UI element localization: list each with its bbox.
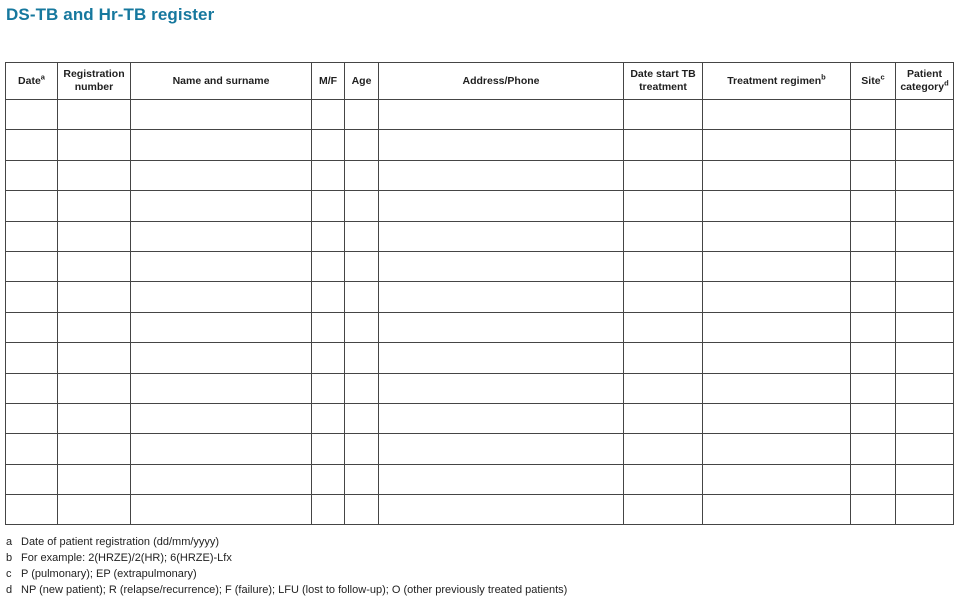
table-cell bbox=[58, 221, 131, 251]
table-cell bbox=[624, 403, 703, 433]
table-cell bbox=[624, 343, 703, 373]
table-cell bbox=[624, 221, 703, 251]
header-row bbox=[6, 63, 954, 100]
table-cell bbox=[312, 221, 345, 251]
table-cell bbox=[624, 130, 703, 160]
table-cell bbox=[624, 282, 703, 312]
table-cell bbox=[312, 495, 345, 525]
table-cell bbox=[345, 343, 379, 373]
table-cell bbox=[896, 100, 954, 130]
column-header-label: Address/Phone bbox=[462, 74, 540, 87]
table-cell bbox=[379, 221, 624, 251]
table-cell bbox=[6, 191, 58, 221]
table-cell bbox=[379, 464, 624, 494]
table-cell bbox=[379, 130, 624, 160]
table-cell bbox=[851, 160, 896, 190]
table-cell bbox=[379, 100, 624, 130]
table-cell bbox=[851, 282, 896, 312]
table-cell bbox=[624, 464, 703, 494]
table-cell bbox=[851, 312, 896, 342]
column-header-address-phone bbox=[379, 63, 624, 100]
table-row bbox=[6, 251, 954, 281]
table-cell bbox=[6, 221, 58, 251]
table-cell bbox=[312, 464, 345, 494]
table-cell bbox=[379, 160, 624, 190]
table-cell bbox=[131, 403, 312, 433]
footnote-text: NP (new patient); R (relapse/recurrence); F (failure); LFU (lost to follow-up); O (other previously treated patients) bbox=[21, 584, 568, 596]
table-row bbox=[6, 130, 954, 160]
table-cell bbox=[703, 282, 851, 312]
table-cell bbox=[896, 191, 954, 221]
table-row bbox=[6, 100, 954, 130]
table-row bbox=[6, 434, 954, 464]
table-cell bbox=[6, 251, 58, 281]
table-cell bbox=[703, 464, 851, 494]
table-cell bbox=[379, 373, 624, 403]
table-cell bbox=[312, 373, 345, 403]
table-cell bbox=[58, 251, 131, 281]
table-cell bbox=[703, 434, 851, 464]
table-cell bbox=[379, 191, 624, 221]
table-cell bbox=[131, 373, 312, 403]
footnote-ref: c bbox=[880, 72, 885, 82]
table-cell bbox=[312, 403, 345, 433]
table-cell bbox=[131, 495, 312, 525]
table-cell bbox=[624, 191, 703, 221]
footnote-text: For example: 2(HRZE)/2(HR); 6(HRZE)-Lfx bbox=[21, 552, 232, 564]
column-header-registration-number bbox=[58, 63, 131, 100]
table-cell bbox=[58, 373, 131, 403]
table-cell bbox=[345, 130, 379, 160]
table-cell bbox=[131, 130, 312, 160]
table-cell bbox=[379, 343, 624, 373]
table-cell bbox=[703, 251, 851, 281]
table-cell bbox=[896, 251, 954, 281]
table-cell bbox=[703, 191, 851, 221]
table-cell bbox=[312, 434, 345, 464]
table-cell bbox=[379, 434, 624, 464]
table-cell bbox=[131, 434, 312, 464]
table-cell bbox=[624, 251, 703, 281]
footnote-text: Date of patient registration (dd/mm/yyyy) bbox=[21, 536, 220, 548]
table-cell bbox=[379, 495, 624, 525]
table-cell bbox=[851, 251, 896, 281]
table-row bbox=[6, 343, 954, 373]
register-table-body bbox=[6, 100, 954, 525]
table-cell bbox=[58, 100, 131, 130]
table-cell bbox=[58, 495, 131, 525]
table-cell bbox=[896, 343, 954, 373]
table-cell bbox=[379, 251, 624, 281]
table-cell bbox=[131, 282, 312, 312]
table-cell bbox=[58, 312, 131, 342]
table-cell bbox=[312, 100, 345, 130]
table-row bbox=[6, 495, 954, 525]
table-cell bbox=[896, 130, 954, 160]
table-cell bbox=[703, 403, 851, 433]
column-header-label: Date bbox=[18, 74, 41, 87]
table-cell bbox=[624, 160, 703, 190]
footnote-d bbox=[6, 582, 567, 598]
table-cell bbox=[131, 100, 312, 130]
table-cell bbox=[851, 434, 896, 464]
column-header-patient-category bbox=[896, 63, 954, 100]
table-cell bbox=[131, 343, 312, 373]
column-header-site bbox=[851, 63, 896, 100]
table-cell bbox=[703, 100, 851, 130]
table-cell bbox=[6, 434, 58, 464]
column-header-date-start-treatment bbox=[624, 63, 703, 100]
table-cell bbox=[58, 343, 131, 373]
column-header-label: Date start TB treatment bbox=[630, 68, 696, 93]
table-cell bbox=[345, 434, 379, 464]
table-cell bbox=[312, 130, 345, 160]
table-cell bbox=[345, 282, 379, 312]
table-cell bbox=[58, 403, 131, 433]
footnote-marker: d bbox=[6, 584, 13, 596]
table-row bbox=[6, 464, 954, 494]
table-cell bbox=[131, 191, 312, 221]
table-row bbox=[6, 312, 954, 342]
footnote-ref: a bbox=[40, 72, 45, 82]
footnote-marker: c bbox=[6, 568, 12, 580]
table-row bbox=[6, 373, 954, 403]
table-row bbox=[6, 403, 954, 433]
table-cell bbox=[6, 403, 58, 433]
table-cell bbox=[896, 403, 954, 433]
table-cell bbox=[703, 130, 851, 160]
table-cell bbox=[6, 495, 58, 525]
table-cell bbox=[624, 373, 703, 403]
table-cell bbox=[345, 251, 379, 281]
table-cell bbox=[703, 221, 851, 251]
table-cell bbox=[896, 221, 954, 251]
table-cell bbox=[58, 160, 131, 190]
table-cell bbox=[896, 373, 954, 403]
table-cell bbox=[851, 464, 896, 494]
column-header-treatment-regimen bbox=[703, 63, 851, 100]
table-cell bbox=[345, 403, 379, 433]
table-cell bbox=[345, 160, 379, 190]
table-cell bbox=[131, 312, 312, 342]
table-cell bbox=[58, 434, 131, 464]
column-header-date bbox=[6, 63, 58, 100]
footnote-b bbox=[6, 550, 567, 566]
footnote-marker: a bbox=[6, 536, 13, 548]
column-header-label: Registration number bbox=[63, 68, 125, 93]
page-title: DS-TB and Hr-TB register bbox=[6, 5, 215, 24]
footnote-c bbox=[6, 566, 567, 582]
column-header-label: Treatment regimen bbox=[727, 74, 822, 87]
table-cell bbox=[624, 495, 703, 525]
table-cell bbox=[703, 160, 851, 190]
table-cell bbox=[379, 312, 624, 342]
table-cell bbox=[896, 434, 954, 464]
table-cell bbox=[703, 312, 851, 342]
table-cell bbox=[851, 221, 896, 251]
column-header-age bbox=[345, 63, 379, 100]
column-header-label: M/F bbox=[318, 74, 338, 87]
table-cell bbox=[379, 282, 624, 312]
table-cell bbox=[703, 495, 851, 525]
table-cell bbox=[896, 282, 954, 312]
table-cell bbox=[345, 495, 379, 525]
table-cell bbox=[312, 251, 345, 281]
table-cell bbox=[345, 191, 379, 221]
table-cell bbox=[851, 495, 896, 525]
footnote-text: P (pulmonary); EP (extrapulmonary) bbox=[21, 568, 197, 580]
table-cell bbox=[6, 312, 58, 342]
footnote-ref: d bbox=[944, 78, 949, 88]
table-cell bbox=[6, 100, 58, 130]
table-cell bbox=[131, 464, 312, 494]
table-cell bbox=[851, 100, 896, 130]
table-cell bbox=[379, 403, 624, 433]
column-header-label: Patient category bbox=[900, 68, 945, 93]
table-cell bbox=[58, 191, 131, 221]
table-cell bbox=[851, 373, 896, 403]
table-cell bbox=[58, 130, 131, 160]
table-cell bbox=[345, 100, 379, 130]
table-cell bbox=[345, 464, 379, 494]
table-cell bbox=[312, 191, 345, 221]
table-cell bbox=[851, 403, 896, 433]
table-cell bbox=[6, 130, 58, 160]
footnote-a bbox=[6, 534, 567, 550]
register-table bbox=[5, 62, 954, 525]
column-header-label: Name and surname bbox=[172, 74, 270, 87]
table-row bbox=[6, 160, 954, 190]
table-cell bbox=[851, 130, 896, 160]
column-header-label: Age bbox=[351, 74, 372, 87]
table-cell bbox=[312, 160, 345, 190]
table-cell bbox=[851, 191, 896, 221]
table-cell bbox=[896, 464, 954, 494]
table-cell bbox=[624, 100, 703, 130]
table-cell bbox=[703, 373, 851, 403]
table-cell bbox=[851, 343, 896, 373]
table-cell bbox=[131, 221, 312, 251]
table-cell bbox=[345, 221, 379, 251]
table-row bbox=[6, 221, 954, 251]
table-cell bbox=[345, 312, 379, 342]
table-cell bbox=[58, 282, 131, 312]
table-cell bbox=[6, 282, 58, 312]
footnote-ref: b bbox=[821, 72, 826, 82]
table-cell bbox=[703, 343, 851, 373]
table-cell bbox=[896, 312, 954, 342]
column-header-label: Site bbox=[861, 74, 881, 87]
footnote-marker: b bbox=[6, 552, 13, 564]
table-cell bbox=[58, 464, 131, 494]
table-cell bbox=[6, 464, 58, 494]
table-cell bbox=[6, 160, 58, 190]
table-cell bbox=[345, 373, 379, 403]
column-header-name-surname bbox=[131, 63, 312, 100]
table-cell bbox=[896, 495, 954, 525]
table-cell bbox=[6, 373, 58, 403]
table-cell bbox=[312, 343, 345, 373]
table-cell bbox=[6, 343, 58, 373]
column-header-sex bbox=[312, 63, 345, 100]
table-cell bbox=[312, 312, 345, 342]
table-row bbox=[6, 191, 954, 221]
table-cell bbox=[131, 251, 312, 281]
register-table-header bbox=[6, 63, 954, 100]
table-cell bbox=[624, 434, 703, 464]
table-cell bbox=[131, 160, 312, 190]
table-row bbox=[6, 282, 954, 312]
table-cell bbox=[624, 312, 703, 342]
footnotes bbox=[6, 534, 567, 598]
table-cell bbox=[896, 160, 954, 190]
table-cell bbox=[312, 282, 345, 312]
